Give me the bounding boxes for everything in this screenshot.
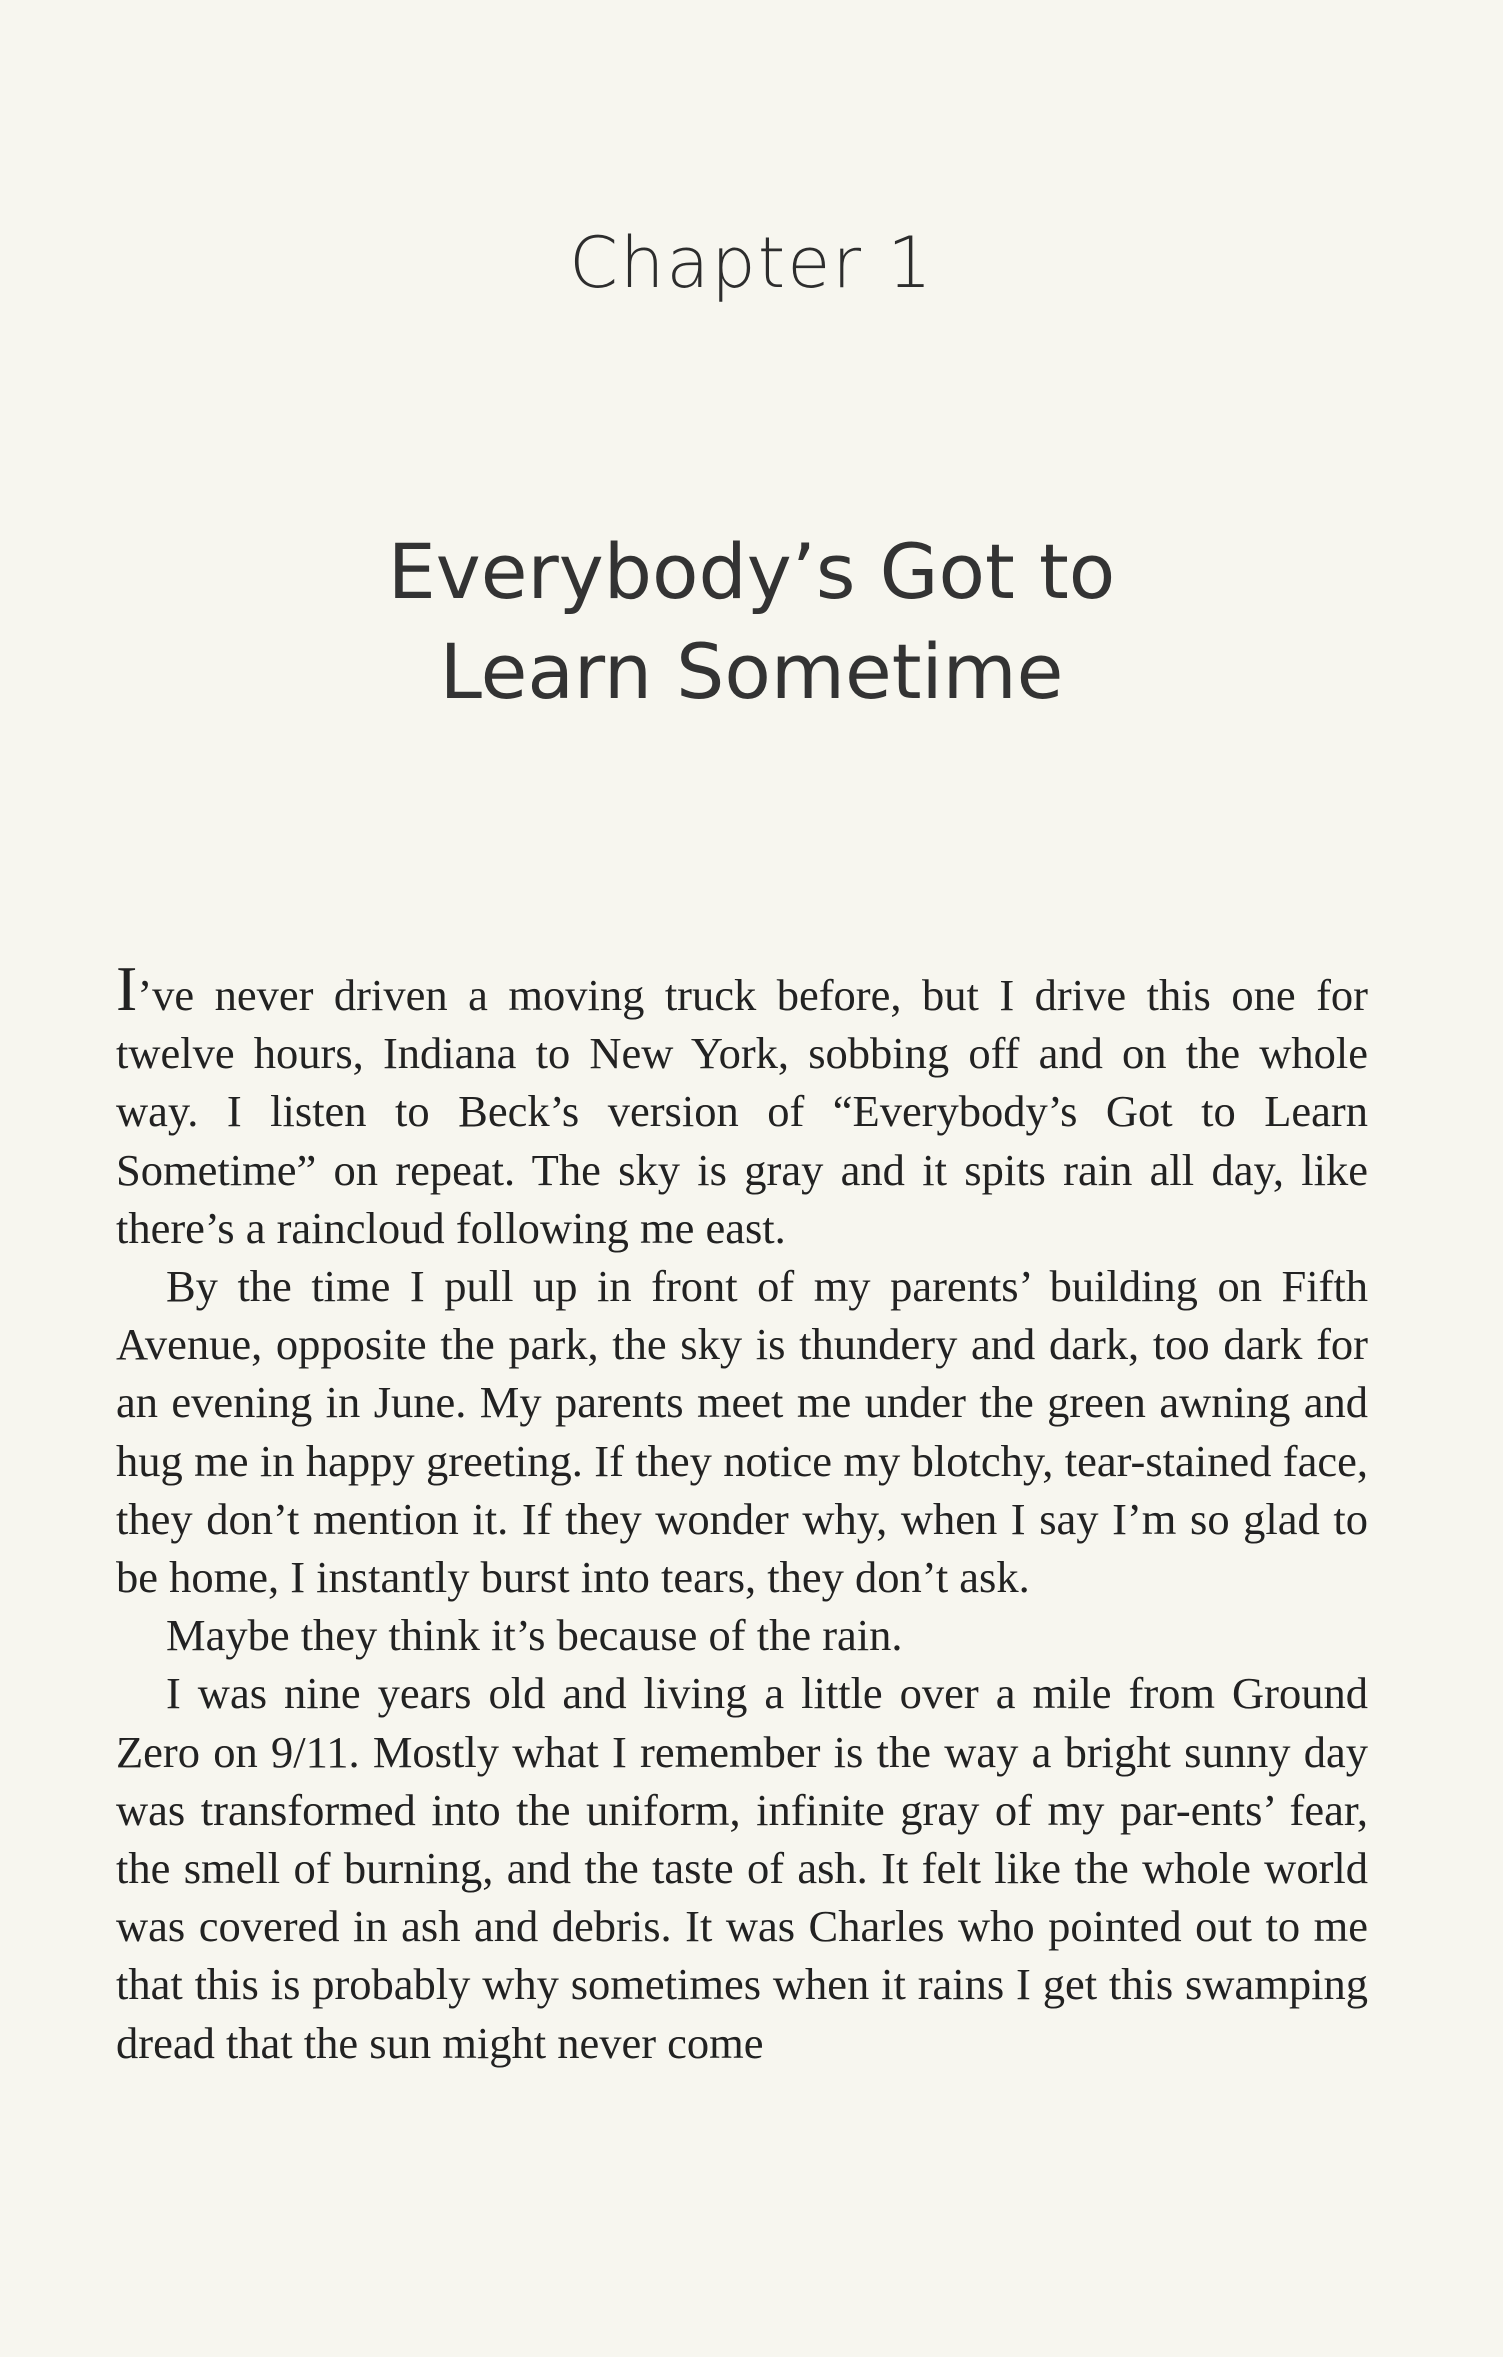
chapter-title bbox=[0, 522, 1503, 722]
chapter-title-line-1: Everybody’s Got to bbox=[387, 527, 1116, 616]
paragraph-3: Maybe they think it’s because of the rain. bbox=[166, 1610, 903, 1661]
chapter-title-line-2: Learn Sometime bbox=[439, 627, 1064, 716]
paragraph-1 bbox=[116, 953, 1368, 1257]
initial-letter: I bbox=[116, 953, 138, 1024]
paragraph-4: I was nine years old and living a little over a mile from Ground Zero on 9/11. Mostly what I remember is the way a bright sunny day was transformed into the uniform, infinite gray of my par-ents’ fear, the smell of burning, and the taste of ash. It felt like the whole world was covered in ash and debris. It was Charles who pointed out to me that this is probably why sometimes when it rains I get this swamping dread that the sun might never come bbox=[116, 1668, 1368, 2068]
chapter-number: Chapter 1 bbox=[569, 222, 934, 304]
paragraph-1-text: ’ve never driven a moving truck before, but I drive this one for twelve hours, Indiana to New York, sobbing off and on the whole way. I listen to Beck’s version of “Everybody’s Got to Learn Sometime” on repeat. The sky is gray and it spits rain all day, like there’s a raincloud following me east. bbox=[116, 970, 1368, 1253]
paragraph-2: By the time I pull up in front of my parents’ building on Fifth Avenue, opposite the park, the sky is thundery and dark, too dark for an evening in June. My parents meet me under the green awning and hug me in happy greeting. If they notice my blotchy, tear-stained face, they don’t mention it. If they wonder why, when I say I’m so glad to be home, I instantly burst into tears, they don’t ask. bbox=[116, 1261, 1368, 1603]
chapter-body bbox=[116, 953, 1368, 2072]
